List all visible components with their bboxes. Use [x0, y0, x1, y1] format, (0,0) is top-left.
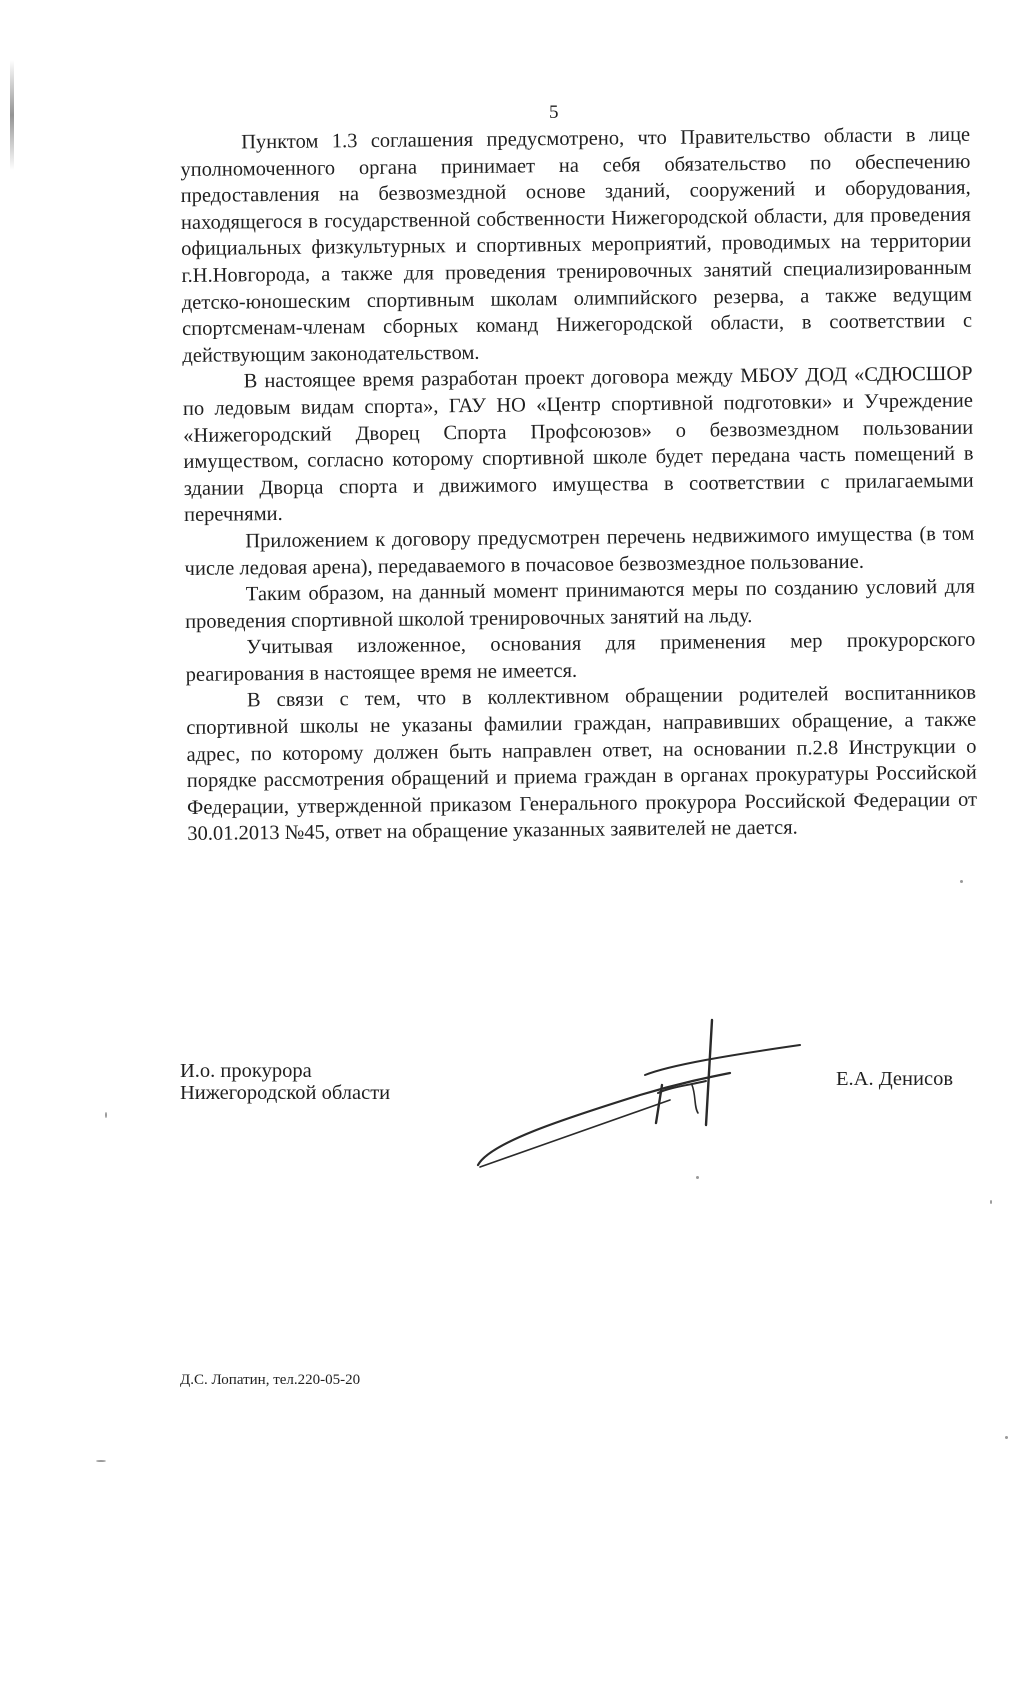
scan-speck: [696, 1176, 699, 1179]
signer-title-line2: Нижегородской области: [180, 1082, 391, 1104]
paragraph-response: В связи с тем, что в коллективном обращении родителей воспитанников спортивной школы не указаны фамилии граждан, направивших обращение, а также адрес, по которому должен быть направлен ответ, на основании п.2.8 Инструкции о порядке рассмотрения обращений и приема граждан в органах прокуратуры Российской Федерации, утвержденной приказом Генерального прокурора Российской Федерации от 30.01.2013 №45, ответ на обращение указанных заявителей не дается.: [186, 682, 978, 846]
scan-speck: [990, 1200, 992, 1204]
handwritten-signature: [470, 1015, 840, 1175]
signer-title-line1: И.о. прокурора: [180, 1060, 312, 1082]
scan-speck: [105, 1112, 107, 1118]
signer-name: Е.А. Денисов: [836, 1068, 954, 1090]
page-number: 5: [549, 102, 559, 123]
paragraph-conclusion: Учитывая изложенное, основания для применения мер прокурорского реагирования в настоящее время не имеется.: [185, 628, 976, 686]
executor-contact: Д.С. Лопатин, тел.220-05-20: [180, 1372, 361, 1388]
scan-speck: [96, 1460, 106, 1462]
scan-speck: [1005, 1436, 1008, 1439]
paragraph-agreement: Пунктом 1.3 соглашения предусмотрено, что Правительство области в лице уполномоченного органа принимает на себя обязательство по обеспечению предоставления на безвозмездной основе зданий, сооружений и оборудования, находящегося в государственной собственности Нижегородской области, для проведения официальных физкультурных и спортивных мероприятий, проводимых на территории г.Н.Новгорода, а также для проведения тренировочных занятий специализированным детско-юношеским спортивным школам олимпийского резерва, а также ведущим спортсменам-членам сборных команд Нижегородской области, в соответствии с действующим законодательством.: [180, 123, 973, 367]
paragraph-measures: Таким образом, на данный момент принимаются меры по созданию условий для проведения спортивной школой тренировочных занятий на льду.: [185, 575, 975, 633]
paragraph-contract: В настоящее время разработан проект договора между МБОУ ДОД «СДЮСШОР по ледовым видам спорта», ГАУ НО «Центр спортивной подготовки» и Учреждение «Нижегородский Дворец Спорта Профсоюзов» о безвозмездном пользовании имуществом, согласно которому спортивной школе будет передана часть помещений в здании Дворца спорта и движимого имущества в соответствии с прилагаемыми перечнями.: [182, 363, 974, 527]
signer-title: [180, 1060, 390, 1104]
paragraph-appendix: Приложением к договору предусмотрен перечень недвижимого имущества (в том числе ледовая арена), передаваемого в почасовое безвозмездное пользование.: [184, 522, 975, 580]
scan-edge-shadow: [10, 60, 14, 170]
scan-speck: [960, 880, 963, 883]
letter-body: [180, 122, 977, 848]
